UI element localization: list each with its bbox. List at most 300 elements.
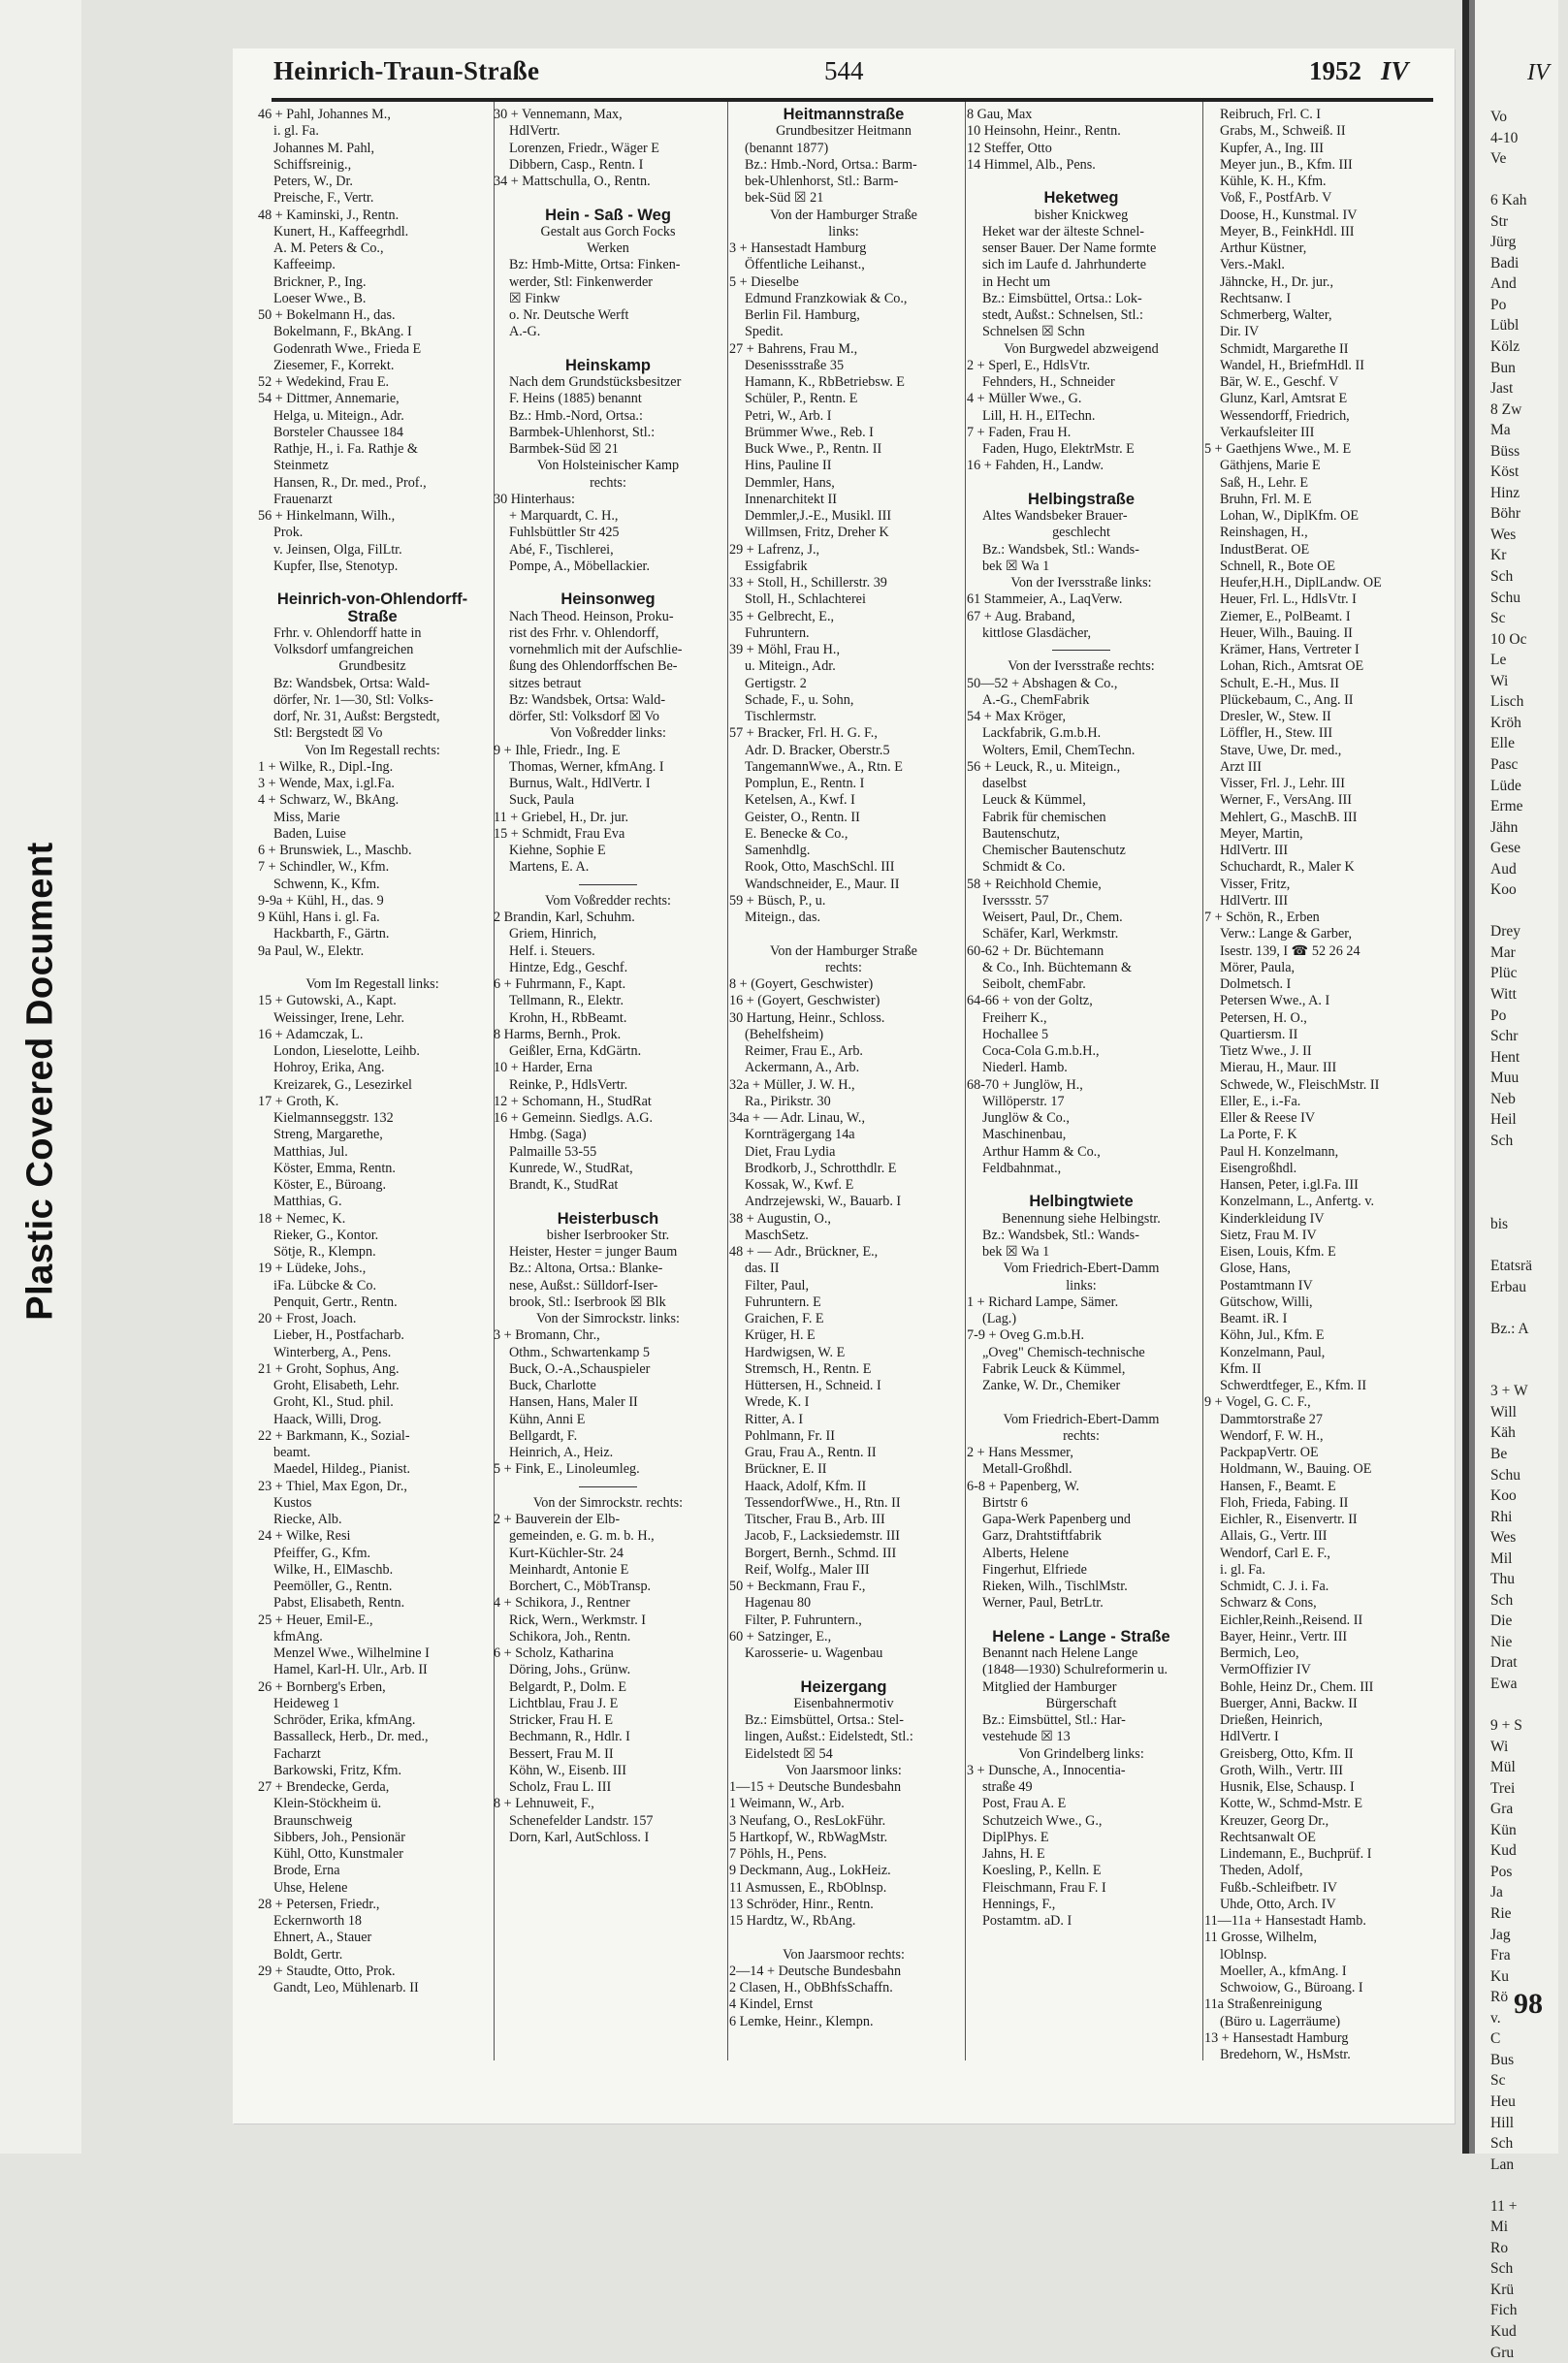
house-entry: 54 + Dittmer, Annemarie, xyxy=(258,391,400,407)
entry-line: beamt. xyxy=(273,1445,311,1460)
entry-line: Mehlert, G., MaschB. III xyxy=(1220,809,1358,825)
entry-line: Bz.: Wandsbek, Stl.: Wands- xyxy=(982,1227,1139,1243)
entry-line: Bz: Hmb-Mitte, Ortsa: Finken- xyxy=(509,257,681,273)
entry-line xyxy=(967,174,1196,190)
entry-line: Von Grindelberg links: xyxy=(1018,1745,1144,1762)
house-entry: 2 + Hans Messmer, xyxy=(967,1445,1073,1460)
entry-line: Ziesemer, F., Korrekt. xyxy=(273,357,395,373)
entry-line: Schröder, Erika, kfmAng. xyxy=(273,1712,416,1728)
next-page-fragment: Bun xyxy=(1490,359,1516,376)
entry-line: Glunz, Karl, Amtsrat E xyxy=(1220,391,1348,407)
house-entry: 56 + Hinkelmann, Wilh., xyxy=(258,508,396,524)
entry-line: Kreuzer, Georg Dr., xyxy=(1220,1812,1329,1829)
house-entry: 15 Hardtz, W., RbAng. xyxy=(729,1913,856,1929)
next-page-fragment: Ro xyxy=(1490,2239,1509,2256)
house-entry: 16 + Fahden, H., Landw. xyxy=(967,458,1104,474)
house-entry: 29 + Lafrenz, J., xyxy=(729,541,820,558)
entry-line: Streng, Margarethe, xyxy=(273,1127,383,1143)
entry-line: (Lag.) xyxy=(982,1311,1017,1326)
entry-line: Weisert, Paul, Dr., Chem. xyxy=(982,910,1123,925)
entry-line: Rieker, G., Kontor. xyxy=(273,1227,379,1243)
entry-line: Eichler,Reinh.,Reisend. II xyxy=(1220,1612,1363,1628)
entry-line: Bär, W. E., Geschf. V xyxy=(1220,374,1339,390)
entry-line: kfmAng. xyxy=(273,1628,323,1645)
entry-line: Kühle, K. H., Kfm. xyxy=(1220,174,1327,189)
next-page-fragment: Sch xyxy=(1490,1591,1514,1609)
entry-line: Kupfer, A., Ing. III xyxy=(1220,140,1324,156)
house-entry: 50—52 + Abshagen & Co., xyxy=(967,675,1118,691)
house-entry: 24 + Wilke, Resi xyxy=(258,1528,351,1545)
house-entry: 3 + Hansestadt Hamburg xyxy=(729,240,867,256)
entry-line: Hintze, Edg., Geschf. xyxy=(509,959,628,975)
entry-line: Vers.-Makl. xyxy=(1220,257,1285,273)
next-page-fragment: Le xyxy=(1490,652,1507,669)
entry-line: Kossak, W., Kwf. E xyxy=(745,1177,854,1193)
entry-line: Köhn, W., Eisenb. III xyxy=(509,1762,626,1778)
entry-line: Helga, u. Miteign., Adr. xyxy=(273,407,404,424)
house-entry: 1 + Wilke, R., Dipl.-Ing. xyxy=(258,758,394,775)
entry-line: Grundbesitz xyxy=(338,658,406,675)
next-page-fragment: Jähn xyxy=(1490,818,1519,836)
house-entry: 6 Lemke, Heinr., Klempn. xyxy=(729,2013,874,2029)
next-page-fragment: Etatsrä xyxy=(1490,1258,1533,1275)
entry-line: Köster, E., Büroang. xyxy=(273,1177,387,1193)
entry-line: Schnell, R., Bote OE xyxy=(1220,558,1336,574)
entry-line: Krohn, H., RbBeamt. xyxy=(509,1009,627,1026)
next-page-fragment: Böhr xyxy=(1490,505,1520,523)
entry-line: Loeser Wwe., B. xyxy=(273,290,367,306)
entry-line: Lohan, Rich., Amtsrat OE xyxy=(1220,658,1364,675)
entry-line: Jacob, F., Lacksiedemstr. III xyxy=(745,1528,901,1545)
entry-line: Hamel, Karl-H. Ulr., Arb. II xyxy=(273,1662,428,1678)
entry-line: Kfm. II xyxy=(1220,1360,1262,1377)
entry-line: Lackfabrik, G.m.b.H. xyxy=(982,725,1102,742)
entry-line: o. Nr. Deutsche Werft xyxy=(509,307,629,323)
house-entry: 30 Hinterhaus: xyxy=(494,491,575,507)
entry-line: Penquit, Gertr., Rentn. xyxy=(273,1293,398,1310)
entry-line: Bechmann, R., Hdlr. I xyxy=(509,1729,630,1745)
entry-line: Dir. IV xyxy=(1220,324,1260,340)
entry-line: Schwarz & Cons, xyxy=(1220,1595,1317,1612)
next-page-fragment: C xyxy=(1490,2030,1501,2048)
house-entry: 20 + Frost, Joach. xyxy=(258,1311,357,1326)
entry-line: Hackbarth, F., Gärtn. xyxy=(273,926,390,942)
entry-line: Innenarchitekt II xyxy=(745,491,837,507)
entry-line: bisher Knickweg xyxy=(1034,207,1129,223)
house-entry: 6 + Brunswiek, L., Maschb. xyxy=(258,843,412,858)
entry-line: Quartiersm. II xyxy=(1220,1026,1298,1042)
next-page-fragment: Erbau xyxy=(1490,1278,1527,1295)
next-page-fragment: 10 Oc xyxy=(1490,630,1527,648)
entry-line: Schade, F., u. Sohn, xyxy=(745,691,854,708)
entry-line: La Porte, F. K xyxy=(1220,1127,1297,1143)
entry-line: Eidelstedt ☒ 54 xyxy=(745,1745,833,1762)
entry-line: Gestalt aus Gorch Focks xyxy=(540,223,676,239)
entry-line: Schmidt & Co. xyxy=(982,859,1066,876)
next-page-fragment: Rö xyxy=(1490,1989,1509,2006)
entry-line xyxy=(258,960,487,976)
entry-line: Boldt, Gertr. xyxy=(273,1946,343,1963)
house-entry: 3 + Bromann, Chr., xyxy=(494,1327,600,1344)
house-entry: 5 + Fink, E., Linoleumleg. xyxy=(494,1461,640,1478)
entry-line: Gapa-Werk Papenberg und xyxy=(982,1512,1132,1527)
next-page-fragment: Drat xyxy=(1490,1654,1518,1672)
next-page-fragment: Po xyxy=(1490,1006,1507,1024)
entry-line: brook, Stl.: Iserbrook ☒ Blk xyxy=(509,1293,666,1310)
entry-line: Pomplun, E., Rentn. I xyxy=(745,776,865,791)
entry-line: Groht, Elisabeth, Lehr. xyxy=(273,1378,400,1393)
entry-line: Hansen, Hans, Maler II xyxy=(509,1394,638,1411)
entry-line: A.-G. xyxy=(509,324,541,340)
entry-line: Glose, Hans, xyxy=(1220,1261,1291,1277)
entry-line: dörfer, Stl: Volksdorf ☒ Vo xyxy=(509,709,659,724)
entry-line: Von der Simrockstr. links: xyxy=(536,1311,680,1326)
house-entry: 57 + Bracker, Frl. H. G. F., xyxy=(729,725,878,742)
entry-line: Von der Simrockstr. rechts: xyxy=(532,1494,684,1511)
entry-line: Gäthjens, Marie E xyxy=(1220,458,1321,474)
next-page-fragment: Fich xyxy=(1490,2302,1518,2319)
entry-line: Othm., Schwartenkamp 5 xyxy=(509,1344,650,1360)
next-page-fragment: Badi xyxy=(1490,254,1520,271)
next-page-fragment: Pos xyxy=(1490,1863,1513,1880)
entry-line: Scholz, Frau L. III xyxy=(509,1779,612,1795)
next-page-fragment: Witt xyxy=(1490,985,1517,1003)
entry-line: Köhn, Jul., Kfm. E xyxy=(1220,1327,1325,1344)
entry-line: Kühn, Anni E xyxy=(509,1411,586,1427)
entry-line: Groth, Wilh., Vertr. III xyxy=(1220,1762,1343,1778)
entry-line: Eisen, Louis, Kfm. E xyxy=(1220,1244,1336,1260)
entry-line: Dolmetsch. I xyxy=(1220,976,1292,992)
street-heading: Helbingtwiete xyxy=(1029,1193,1134,1211)
entry-line: Johannes M. Pahl, xyxy=(273,140,375,156)
entry-line: Hagenau 80 xyxy=(745,1595,812,1612)
next-page-fragment: v. xyxy=(1490,2009,1501,2027)
entry-line: Brandt, K., StudRat xyxy=(509,1177,619,1193)
next-page-fragment xyxy=(1490,1360,1568,1382)
entry-line: Hmbg. (Saga) xyxy=(509,1127,587,1143)
directory-column-4 xyxy=(967,107,1196,2060)
entry-line: Eller & Reese IV xyxy=(1220,1110,1316,1126)
entry-line: Plückebaum, C., Ang. II xyxy=(1220,691,1354,708)
entry-line: Ra., Pirikstr. 30 xyxy=(745,1093,831,1109)
entry-line: Stl: Bergstedt ☒ Vo xyxy=(273,725,383,742)
entry-line: Saß, H., Lehr. E xyxy=(1220,474,1309,491)
next-page-fragment: bis xyxy=(1490,1215,1509,1232)
house-entry: 9a Paul, W., Elektr. xyxy=(258,942,365,959)
house-entry: 30 + Vennemann, Max, xyxy=(494,107,623,122)
house-entry: 52 + Wedekind, Frau E. xyxy=(258,374,390,390)
entry-line: E. Benecke & Co., xyxy=(745,825,848,842)
house-entry: 60 + Satzinger, E., xyxy=(729,1628,832,1645)
entry-line: Fuhlsbüttler Str 425 xyxy=(509,525,620,541)
house-entry: 58 + Reichhold Chemie, xyxy=(967,876,1102,892)
next-page-fragment: 11 + xyxy=(1490,2197,1518,2215)
entry-line: Jahns, H. E xyxy=(982,1846,1045,1862)
next-page-fragment: Hent xyxy=(1490,1048,1520,1066)
next-page-fragment xyxy=(1490,901,1568,922)
house-entry: 4 + Schwarz, W., BkAng. xyxy=(258,792,400,809)
house-entry: 4 + Müller Wwe., G. xyxy=(967,391,1082,407)
house-entry: 61 Stammeier, A., LaqVerw. xyxy=(967,591,1123,608)
entry-line: Schwoiow, G., Büroang. I xyxy=(1220,1980,1363,1996)
house-entry: 4 + Schikora, J., Rentner xyxy=(494,1595,630,1612)
entry-line: Fabrik Leuck & Kümmel, xyxy=(982,1360,1126,1377)
entry-line: Berlin Fil. Hamburg, xyxy=(745,307,860,323)
entry-line: Metall-Großhdl. xyxy=(982,1461,1072,1478)
house-entry: 1—15 + Deutsche Bundesbahn xyxy=(729,1779,902,1795)
entry-line: Vom Friedrich-Ebert-Damm xyxy=(1003,1261,1160,1277)
street-heading: Helbingstraße xyxy=(1027,490,1136,508)
entry-line: Prok. xyxy=(273,525,304,541)
entry-line: Schmidt, Margarethe II xyxy=(1220,340,1349,357)
next-page-fragment: Sch xyxy=(1490,2135,1514,2153)
next-page-fragment: Hinz xyxy=(1490,484,1520,501)
entry-line: Ackermann, A., Arb. xyxy=(745,1060,860,1076)
entry-line: Frauenarzt xyxy=(273,491,333,507)
entry-line: Sötje, R., Klempn. xyxy=(273,1244,376,1260)
entry-line xyxy=(967,1394,1196,1411)
entry-line: Junglöw & Co., xyxy=(982,1110,1070,1126)
next-page-fragment: Gese xyxy=(1490,840,1520,857)
entry-line: Dammtorstraße 27 xyxy=(1220,1411,1323,1427)
house-entry: 2 + Sperl, E., HdlsVtr. xyxy=(967,357,1091,373)
entry-line: Tischlermstr. xyxy=(745,709,816,724)
entry-line: Konzelmann, L., Anfertg. v. xyxy=(1220,1194,1375,1210)
next-page-fragment: Kud xyxy=(1490,2322,1517,2340)
column-divider xyxy=(965,102,966,2060)
entry-line: sich im Laufe d. Jahrhunderte xyxy=(982,257,1147,273)
house-entry: 28 + Petersen, Friedr., xyxy=(258,1896,380,1912)
entry-line: stedt, Außst.: Schnelsen, Stl.: xyxy=(982,307,1143,323)
next-page-fragment: Käh xyxy=(1490,1424,1516,1442)
entry-line: Peters, W., Dr. xyxy=(273,174,353,189)
entry-line: Wendorf, F. W. H., xyxy=(1220,1427,1324,1444)
entry-line: Köster, Emma, Rentn. xyxy=(273,1160,396,1176)
entry-line: Steinmetz xyxy=(273,458,329,474)
street-heading: Heinsonweg xyxy=(560,591,656,609)
entry-line: Nach Theod. Heinson, Proku- xyxy=(509,608,674,624)
house-entry: 17 + Groth, K. xyxy=(258,1093,339,1109)
entry-line: Krämer, Hans, Vertreter I xyxy=(1220,642,1360,657)
entry-line: Rechtsanwalt OE xyxy=(1220,1829,1316,1845)
next-page-fragment: Ma xyxy=(1490,422,1511,439)
entry-line: Borsteler Chaussee 184 xyxy=(273,424,403,440)
entry-line: Isestr. 139, I ☎ 52 26 24 xyxy=(1220,942,1360,959)
house-entry: 9 + Vogel, G. C. F., xyxy=(1204,1394,1311,1411)
entry-line: dorf, Nr. 31, Außst: Bergstedt, xyxy=(273,709,440,724)
next-page-fragment: Jürg xyxy=(1490,234,1517,251)
house-entry: 15 + Schmidt, Frau Eva xyxy=(494,825,625,842)
house-entry: 8 + Lehnuweit, F., xyxy=(494,1796,594,1812)
next-page-fragment: Rhi xyxy=(1490,1508,1513,1525)
next-page-fragment: Koo xyxy=(1490,881,1517,899)
entry-line: Diet, Frau Lydia xyxy=(745,1143,836,1160)
house-entry: 12 + Schomann, H., StudRat xyxy=(494,1093,652,1109)
entry-line: Hansen, F., Beamt. E xyxy=(1220,1478,1336,1494)
next-page-fragment: Schr xyxy=(1490,1028,1519,1045)
entry-line: Matthias, Jul. xyxy=(273,1143,348,1160)
entry-line: Edmund Franzkowiak & Co., xyxy=(745,290,908,306)
entry-line: Von der Iversstraße rechts: xyxy=(1008,658,1155,675)
next-page-fragment: Neb xyxy=(1490,1090,1516,1107)
house-entry: 9 Deckmann, Aug., LokHeiz. xyxy=(729,1863,891,1879)
left-label-strip xyxy=(0,0,81,2154)
entry-line: Brickner, P., Ing. xyxy=(273,273,367,290)
entry-line: Voß, F., PostfArb. V xyxy=(1220,190,1332,207)
entry-line: Lohan, W., DiplKfm. OE xyxy=(1220,508,1360,524)
entry-line: Bayer, Heinr., Vertr. III xyxy=(1220,1628,1348,1645)
entry-line: Filter, P. Fuhruntern., xyxy=(745,1612,862,1628)
entry-line xyxy=(967,1613,1196,1629)
next-page-fragment: Drey xyxy=(1490,923,1520,941)
house-entry: 11 + Griebel, H., Dr. jur. xyxy=(494,809,629,825)
entry-line: Theden, Adolf, xyxy=(1220,1863,1303,1879)
entry-line: Fuhruntern. xyxy=(745,624,810,641)
house-entry: 46 + Pahl, Johannes M., xyxy=(258,107,391,122)
entry-line: Benennung siehe Helbingstr. xyxy=(1002,1210,1161,1227)
next-page-fragment: Nie xyxy=(1490,1633,1513,1650)
entry-line: Schenefelder Landstr. 157 xyxy=(509,1812,654,1829)
entry-line: Verkaufsleiter III xyxy=(1220,424,1315,440)
house-entry: 56 + Leuck, R., u. Miteign., xyxy=(967,758,1121,775)
next-page-fragments xyxy=(1490,107,1568,2363)
house-entry: 7-9 + Oveg G.m.b.H. xyxy=(967,1327,1085,1344)
house-entry: 2 + Bauverein der Elb- xyxy=(494,1512,621,1527)
next-page-fragment: Lisch xyxy=(1490,693,1524,711)
entry-line: Garz, Drahtstiftfabrik xyxy=(982,1528,1102,1545)
next-page-fragment: Erme xyxy=(1490,798,1523,815)
entry-line: Desenissstraße 35 xyxy=(745,357,845,373)
next-page-fragment: Plüc xyxy=(1490,965,1518,982)
house-entry: 13 Schröder, Hinr., Rentn. xyxy=(729,1896,874,1912)
entry-line xyxy=(494,190,722,207)
entry-line: Hins, Pauline II xyxy=(745,458,832,474)
entry-line: dörfer, Nr. 1—30, Stl: Volks- xyxy=(273,691,433,708)
entry-line: Lieber, H., Postfacharb. xyxy=(273,1327,404,1344)
entry-line: Wandschneider, E., Maur. II xyxy=(745,876,900,892)
entry-line: Visser, Frl. J., Lehr. III xyxy=(1220,776,1346,791)
entry-line: Bredehorn, W., HsMstr. xyxy=(1220,2047,1351,2062)
entry-line: rechts: xyxy=(1063,1427,1100,1444)
entry-line: Eisengroßhdl. xyxy=(1220,1160,1297,1176)
house-entry: 8 + (Goyert, Geschwister) xyxy=(729,976,874,992)
house-entry: 12 Steffer, Otto xyxy=(967,140,1052,156)
next-page-fragment: Mül xyxy=(1490,1759,1516,1776)
entry-line: Niederl. Hamb. xyxy=(982,1060,1068,1076)
entry-line: das. II xyxy=(745,1261,780,1277)
house-entry: 6-8 + Papenberg, W. xyxy=(967,1478,1080,1494)
entry-line: Arthur Hamm & Co., xyxy=(982,1143,1101,1160)
entry-line: Belgardt, P., Dolm. E xyxy=(509,1678,626,1695)
entry-line: Lorenzen, Friedr., Wäger E xyxy=(509,140,659,156)
entry-line: Schutzeich Wwe., G., xyxy=(982,1812,1103,1829)
house-entry: 3 + Dunsche, A., Innocentia- xyxy=(967,1762,1126,1778)
house-entry: 3 + Wende, Max, i.gl.Fa. xyxy=(258,776,395,791)
entry-line xyxy=(967,475,1196,492)
entry-line: Sietz, Frau M. IV xyxy=(1220,1227,1317,1243)
house-entry: 48 + — Adr., Brückner, E., xyxy=(729,1244,879,1260)
entry-line: Meyer, B., FeinkHdl. III xyxy=(1220,223,1355,239)
entry-line xyxy=(494,575,722,591)
entry-line: Bz: Wandsbek, Ortsa: Wald- xyxy=(509,691,666,708)
next-page-fragment: 3 + W xyxy=(1490,1383,1528,1400)
next-page-fragment: And xyxy=(1490,275,1517,293)
entry-line: Barmbek-Uhlenhorst, Stl.: xyxy=(509,424,656,440)
next-page-fragment: Kün xyxy=(1490,1821,1517,1838)
entry-line: i. gl. Fa. xyxy=(273,123,319,140)
entry-line: Doose, H., Kunstmal. IV xyxy=(1220,207,1358,223)
street-heading: Heitmannstraße xyxy=(783,106,905,123)
entry-line: Döring, Johs., Grünw. xyxy=(509,1662,631,1678)
entry-line: Schäfer, Karl, Werkmstr. xyxy=(982,926,1119,942)
entry-line: Schult, E.-H., Mus. II xyxy=(1220,675,1339,691)
entry-line: Bz.: Eimsbüttel, Stl.: Har- xyxy=(982,1712,1126,1728)
entry-line: Borchert, C., MöbTransp. xyxy=(509,1579,652,1594)
entry-line: Fußb.-Schleifbetr. IV xyxy=(1220,1879,1337,1896)
house-entry: 19 + Lüdeke, Johs., xyxy=(258,1261,367,1277)
entry-line: Stave, Uwe, Dr. med., xyxy=(1220,742,1342,758)
entry-line: Von der Iversstraße links: xyxy=(1010,575,1152,591)
entry-line: TangemannWwe., A., Rtn. E xyxy=(745,758,903,775)
next-page-fragment: Ku xyxy=(1490,1967,1509,1985)
street-heading: Heinskamp xyxy=(564,356,652,374)
entry-line: Palmaille 53-55 xyxy=(509,1143,597,1160)
entry-line: Schüler, P., Rentn. E xyxy=(745,391,858,407)
next-page-edge xyxy=(1462,0,1558,2361)
entry-line: v. Jeinsen, Olga, FilLtr. xyxy=(273,541,402,558)
entry-line: Coca-Cola G.m.b.H., xyxy=(982,1043,1100,1059)
entry-line: Karosserie- u. Wagenbau xyxy=(745,1645,883,1661)
entry-line: Uhse, Helene xyxy=(273,1879,348,1896)
entry-line: Vom Im Regestall links: xyxy=(305,976,439,992)
entry-line: Arthur Küstner, xyxy=(1220,240,1307,256)
entry-line: senser Bauer. Der Name formte xyxy=(982,240,1157,256)
house-entry: 27 + Brendecke, Gerda, xyxy=(258,1779,390,1795)
entry-line: straße 49 xyxy=(982,1779,1033,1795)
entry-line: rechts: xyxy=(590,474,626,491)
next-page-fragment: Rie xyxy=(1490,1905,1512,1923)
house-entry: 8 Harms, Bernh., Prok. xyxy=(494,1026,622,1042)
entry-line xyxy=(494,341,722,358)
entry-line xyxy=(967,1177,1196,1194)
house-entry: 5 + Gaethjens Wwe., M. E xyxy=(1204,441,1352,457)
entry-line: bek-Uhlenhorst, Stl.: Barm- xyxy=(745,174,899,189)
entry-line: Tietz Wwe., J. II xyxy=(1220,1043,1312,1059)
next-page-fragment: Thu xyxy=(1490,1571,1515,1588)
next-page-fragment: Kröh xyxy=(1490,714,1521,731)
next-page-fragment: Wi xyxy=(1490,672,1509,689)
header-year: 1952 xyxy=(1309,56,1361,85)
entry-line: Schwede, W., FleischMstr. II xyxy=(1220,1076,1380,1093)
street-heading: Heizergang xyxy=(800,1677,887,1696)
entry-line: Buck, Charlotte xyxy=(509,1378,596,1393)
header-street: Heinrich-Traun-Straße xyxy=(273,56,540,85)
house-entry: 13 + Hansestadt Hamburg xyxy=(1204,2029,1349,2046)
entry-line: Tellmann, R., Elektr. xyxy=(509,993,624,1009)
next-page-fragment: Sc xyxy=(1490,2072,1506,2090)
next-page-fragment: Aud xyxy=(1490,860,1517,878)
entry-line: Von der Hamburger Straße xyxy=(770,942,917,959)
entry-line: Eckernworth 18 xyxy=(273,1913,363,1929)
header-volume: IV xyxy=(1381,56,1409,85)
entry-line: Koesling, P., Kelln. E xyxy=(982,1863,1102,1879)
entry-line: Kustos xyxy=(273,1494,312,1511)
house-entry: 54 + Max Kröger, xyxy=(967,709,1066,724)
street-heading: Heinrich-von-Ohlendorff- xyxy=(276,591,468,609)
house-entry: 64-66 + von der Goltz, xyxy=(967,993,1093,1009)
entry-line: (Behelfsheim) xyxy=(745,1026,824,1042)
entry-line: Fleischmann, Frau F. I xyxy=(982,1879,1106,1896)
